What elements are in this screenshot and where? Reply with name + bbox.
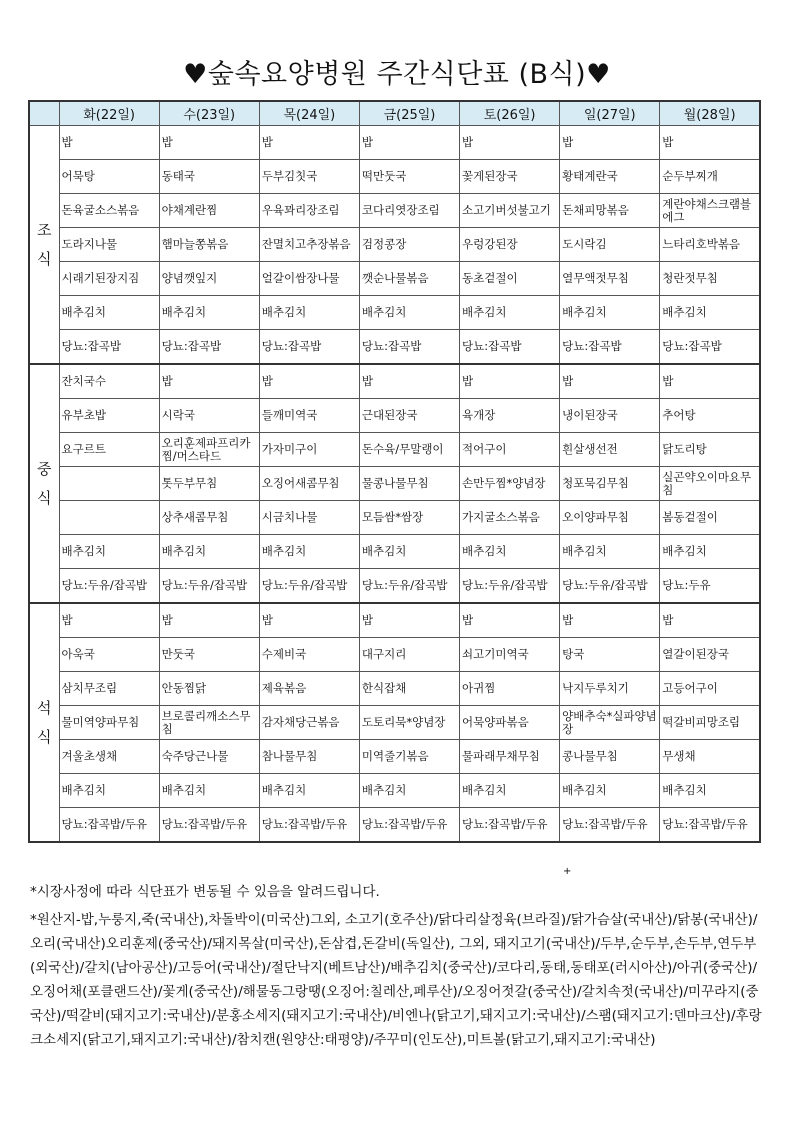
day-header: 수(23일)	[159, 101, 259, 126]
menu-row	[29, 228, 760, 262]
menu-cell: 밥	[660, 603, 760, 638]
menu-cell: 들깨미역국	[259, 399, 359, 433]
menu-cell: 열갈이된장국	[660, 638, 760, 672]
menu-cell: 돈수육/무말랭이	[359, 433, 459, 467]
menu-cell: 당뇨:두유/잡곡밥	[259, 569, 359, 604]
menu-row	[29, 330, 760, 365]
menu-cell: 밥	[460, 364, 560, 399]
menu-cell: 소고기버섯불고기	[460, 194, 560, 228]
menu-cell: 밥	[359, 603, 459, 638]
menu-cell: 냉이된장국	[560, 399, 660, 433]
menu-cell	[59, 501, 159, 535]
menu-row	[29, 467, 760, 501]
menu-cell: 배추김치	[460, 296, 560, 330]
menu-cell: 당뇨:잡곡밥	[560, 330, 660, 365]
menu-row	[29, 433, 760, 467]
menu-cell: 순두부찌개	[660, 160, 760, 194]
menu-cell: 동태국	[159, 160, 259, 194]
menu-cell: 배추김치	[560, 296, 660, 330]
menu-cell: 깻순나물볶음	[359, 262, 459, 296]
menu-cell: 당뇨:잡곡밥	[259, 330, 359, 365]
menu-cell: 당뇨:잡곡밥	[460, 330, 560, 365]
menu-cell: 배추김치	[159, 296, 259, 330]
menu-cell: 당뇨:잡곡밥/두유	[660, 808, 760, 843]
menu-cell	[59, 467, 159, 501]
menu-cell: 아욱국	[59, 638, 159, 672]
menu-cell: 감자채당근볶음	[259, 706, 359, 740]
menu-cell: 두부김칫국	[259, 160, 359, 194]
menu-cell: 밥	[460, 603, 560, 638]
menu-cell: 밥	[259, 126, 359, 160]
menu-cell: 톳두부무침	[159, 467, 259, 501]
menu-cell: 배추김치	[259, 296, 359, 330]
menu-cell: 잔멸치고추장볶음	[259, 228, 359, 262]
menu-cell: 시금치나물	[259, 501, 359, 535]
menu-cell: 적어구이	[460, 433, 560, 467]
menu-cell: 배추김치	[560, 774, 660, 808]
meal-label: 조 식	[29, 126, 59, 365]
menu-cell: 밥	[560, 364, 660, 399]
menu-cell: 밥	[359, 126, 459, 160]
menu-cell: 밥	[259, 603, 359, 638]
menu-cell: 밥	[259, 364, 359, 399]
day-header: 화(22일)	[59, 101, 159, 126]
menu-body	[29, 126, 760, 843]
menu-row	[29, 603, 760, 638]
menu-cell: 무생채	[660, 740, 760, 774]
change-notice: *시장사정에 따라 식단표가 변동될 수 있음을 알려드립니다.	[30, 884, 380, 900]
menu-cell: 당뇨:두유/잡곡밥	[359, 569, 459, 604]
menu-cell: 콩나물무침	[560, 740, 660, 774]
menu-cell: 가지굴소스볶음	[460, 501, 560, 535]
menu-cell: 안동찜닭	[159, 672, 259, 706]
menu-cell: 당뇨:잡곡밥/두유	[159, 808, 259, 843]
menu-row	[29, 706, 760, 740]
menu-cell: 열무액젓무침	[560, 262, 660, 296]
menu-cell: 배추김치	[660, 535, 760, 569]
menu-cell: 배추김치	[59, 535, 159, 569]
menu-cell: 동초겉절이	[460, 262, 560, 296]
menu-cell: 미역줄기볶음	[359, 740, 459, 774]
menu-cell: 돈채피망볶음	[560, 194, 660, 228]
menu-cell: 양배추숙*실파양념장	[560, 706, 660, 740]
menu-cell: 양념깻잎지	[159, 262, 259, 296]
menu-cell: 밥	[359, 364, 459, 399]
menu-cell: 삼치무조림	[59, 672, 159, 706]
menu-cell: 당뇨:잡곡밥/두유	[259, 808, 359, 843]
menu-cell: 우렁강된장	[460, 228, 560, 262]
menu-row	[29, 638, 760, 672]
menu-cell: 청란젓무침	[660, 262, 760, 296]
menu-cell: 배추김치	[159, 535, 259, 569]
menu-row	[29, 126, 760, 160]
menu-cell: 한식잡채	[359, 672, 459, 706]
menu-cell: 시락국	[159, 399, 259, 433]
menu-cell: 모듬쌈*쌈장	[359, 501, 459, 535]
stray-mark: +	[563, 866, 572, 877]
menu-cell: 당뇨:잡곡밥	[159, 330, 259, 365]
menu-cell: 겨울초생채	[59, 740, 159, 774]
menu-cell: 당뇨:잡곡밥/두유	[359, 808, 459, 843]
menu-cell: 배추김치	[359, 296, 459, 330]
menu-cell: 밥	[59, 126, 159, 160]
day-header: 일(27일)	[560, 101, 660, 126]
menu-cell: 꽃게된장국	[460, 160, 560, 194]
menu-cell: 배추김치	[460, 535, 560, 569]
menu-cell: 당뇨:잡곡밥	[660, 330, 760, 365]
menu-cell: 추어탕	[660, 399, 760, 433]
menu-cell: 물파래무채무침	[460, 740, 560, 774]
menu-cell: 오리훈제파프리카찜/머스타드	[159, 433, 259, 467]
menu-cell: 아귀찜	[460, 672, 560, 706]
menu-cell: 당뇨:두유/잡곡밥	[560, 569, 660, 604]
notes-section	[30, 880, 765, 1056]
menu-cell: 당뇨:두유/잡곡밥	[460, 569, 560, 604]
menu-row	[29, 399, 760, 433]
origin-notice: *원산지-밥,누룽지,죽(국내산),차돌박이(미국산)그외, 소고기(호주산)/닭다리살정육(브라질)/닭가슴살(국내산)/닭봉(국내산)/오리(국내산)오리훈제(중국산)/돼지목살(미국산),돈삼겹,돈갈비(독일산), 그외, 돼지고기(국내산)/두부,순두부,손두부,연두부(외국산)/갈치(남아공산)/고등어(국내산)/절단낙지(베트남산)/배추김치(중국산)/코다리,동태,동태포(러시아산)/아귀(중국산)/오징어채(포클랜드산)/꽃게(중국산)/해물동그랑땡(오징어:칠레산,페루산)/오징어젓갈(중국산)/갈치속젓(국내산)/미꾸라지(중국산)/떡갈비(돼지고기:국내산)/분홍소세지(돼지고기:국내산)/비엔나(닭고기,돼지고기:국내산)/스팸(돼지고기:덴마크산)/후랑크소세지(닭고기,돼지고기:국내산)/참치캔(원양산:태평양)/주꾸미(인도산),미트볼(닭고기,돼지고기:국내산)	[30, 912, 762, 1048]
menu-cell: 당뇨:잡곡밥/두유	[59, 808, 159, 843]
menu-cell: 배추김치	[660, 774, 760, 808]
menu-cell: 수제비국	[259, 638, 359, 672]
menu-cell: 오이양파무침	[560, 501, 660, 535]
menu-cell: 제육볶음	[259, 672, 359, 706]
menu-cell: 청포묵김무침	[560, 467, 660, 501]
menu-cell: 닭도리탕	[660, 433, 760, 467]
menu-cell: 대구지리	[359, 638, 459, 672]
menu-cell: 배추김치	[159, 774, 259, 808]
day-header: 월(28일)	[660, 101, 760, 126]
menu-cell: 떡만둣국	[359, 160, 459, 194]
menu-cell: 브로콜리깨소스무침	[159, 706, 259, 740]
page-title: ♥숲속요양병원 주간식단표 (B식)♥	[183, 59, 611, 90]
menu-row	[29, 194, 760, 228]
menu-cell: 유부초밥	[59, 399, 159, 433]
menu-row	[29, 160, 760, 194]
menu-cell: 숙주당근나물	[159, 740, 259, 774]
menu-cell: 돈육굴소스볶음	[59, 194, 159, 228]
menu-cell: 도시락김	[560, 228, 660, 262]
menu-cell: 실곤약오이마요무침	[660, 467, 760, 501]
menu-cell: 당뇨:잡곡밥/두유	[560, 808, 660, 843]
menu-cell: 당뇨:잡곡밥	[359, 330, 459, 365]
menu-row	[29, 296, 760, 330]
menu-cell: 당뇨:잡곡밥/두유	[460, 808, 560, 843]
menu-row	[29, 740, 760, 774]
menu-cell: 시래기된장지짐	[59, 262, 159, 296]
menu-row	[29, 808, 760, 843]
header-corner	[29, 101, 59, 126]
menu-cell: 밥	[159, 603, 259, 638]
menu-cell: 어묵양파볶음	[460, 706, 560, 740]
menu-cell: 검정콩장	[359, 228, 459, 262]
menu-cell: 흰살생선전	[560, 433, 660, 467]
menu-row	[29, 535, 760, 569]
menu-cell: 손만두찜*양념장	[460, 467, 560, 501]
meal-label: 중 식	[29, 364, 59, 603]
menu-cell: 가자미구이	[259, 433, 359, 467]
menu-cell: 어묵탕	[59, 160, 159, 194]
day-header: 금(25일)	[359, 101, 459, 126]
menu-cell: 당뇨:잡곡밥	[59, 330, 159, 365]
menu-cell: 얼갈이쌈장나물	[259, 262, 359, 296]
menu-cell: 코다리엿장조림	[359, 194, 459, 228]
menu-cell: 배추김치	[59, 296, 159, 330]
menu-cell: 참나물무침	[259, 740, 359, 774]
menu-cell: 낙지두루치기	[560, 672, 660, 706]
menu-cell: 쇠고기미역국	[460, 638, 560, 672]
menu-cell: 물콩나물무침	[359, 467, 459, 501]
menu-cell: 만둣국	[159, 638, 259, 672]
menu-cell: 배추김치	[660, 296, 760, 330]
menu-cell: 떡갈비피망조림	[660, 706, 760, 740]
menu-cell: 육개장	[460, 399, 560, 433]
menu-cell: 배추김치	[560, 535, 660, 569]
menu-row	[29, 569, 760, 604]
menu-cell: 밥	[560, 126, 660, 160]
menu-cell: 배추김치	[259, 535, 359, 569]
menu-cell: 탕국	[560, 638, 660, 672]
menu-cell: 배추김치	[259, 774, 359, 808]
menu-cell: 근대된장국	[359, 399, 459, 433]
menu-cell: 밥	[560, 603, 660, 638]
menu-cell: 물미역양파무침	[59, 706, 159, 740]
menu-cell: 요구르트	[59, 433, 159, 467]
menu-cell: 오징어새콤무침	[259, 467, 359, 501]
menu-cell: 고등어구이	[660, 672, 760, 706]
menu-cell: 배추김치	[59, 774, 159, 808]
menu-cell: 느타리호박볶음	[660, 228, 760, 262]
day-header: 토(26일)	[460, 101, 560, 126]
menu-row	[29, 501, 760, 535]
menu-row	[29, 364, 760, 399]
menu-cell: 우육꽈리장조림	[259, 194, 359, 228]
menu-cell: 밥	[660, 364, 760, 399]
menu-cell: 봄동겉절이	[660, 501, 760, 535]
menu-cell: 밥	[159, 364, 259, 399]
menu-row	[29, 672, 760, 706]
menu-cell: 배추김치	[460, 774, 560, 808]
menu-cell: 도토리묵*양념장	[359, 706, 459, 740]
menu-cell: 당뇨:두유/잡곡밥	[59, 569, 159, 604]
menu-cell: 도라지나물	[59, 228, 159, 262]
menu-cell: 잔치국수	[59, 364, 159, 399]
menu-cell: 황태계란국	[560, 160, 660, 194]
day-header: 목(24일)	[259, 101, 359, 126]
menu-cell: 배추김치	[359, 535, 459, 569]
menu-cell: 햄마늘쫑볶음	[159, 228, 259, 262]
menu-cell: 계란야채스크램블에그	[660, 194, 760, 228]
menu-cell: 밥	[460, 126, 560, 160]
menu-cell: 밥	[159, 126, 259, 160]
meal-label: 석 식	[29, 603, 59, 842]
menu-row	[29, 262, 760, 296]
day-header-row	[29, 101, 760, 126]
menu-cell: 상추새콤무침	[159, 501, 259, 535]
menu-row	[29, 774, 760, 808]
menu-cell: 야채계란찜	[159, 194, 259, 228]
menu-cell: 당뇨:두유/잡곡밥	[159, 569, 259, 604]
menu-cell: 당뇨:두유	[660, 569, 760, 604]
menu-cell: 밥	[59, 603, 159, 638]
weekly-menu-table	[28, 100, 761, 843]
menu-cell: 배추김치	[359, 774, 459, 808]
menu-cell: 밥	[660, 126, 760, 160]
